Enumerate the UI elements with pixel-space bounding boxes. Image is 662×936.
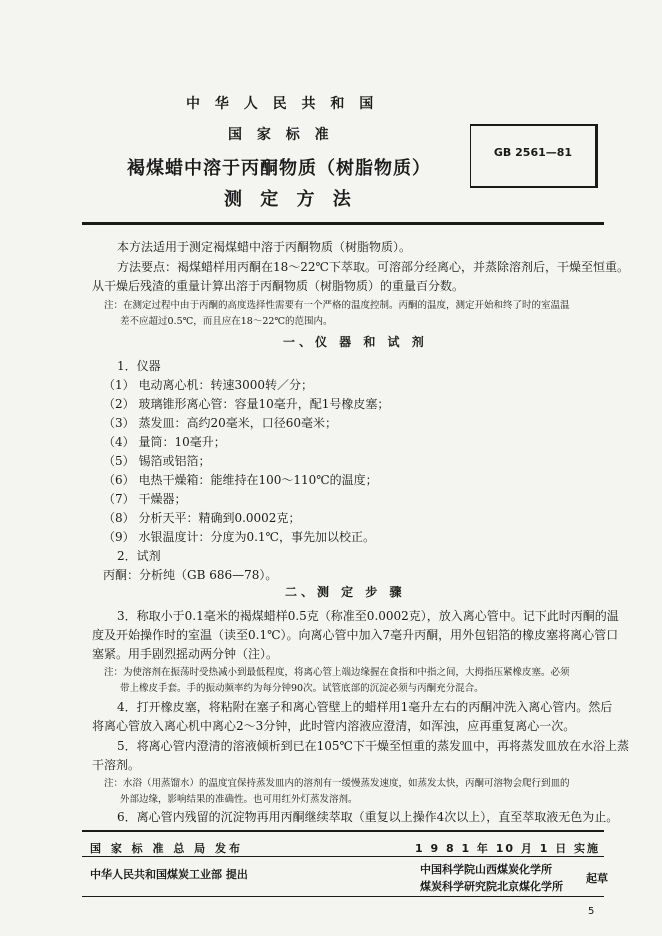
footer-rule-mid <box>82 856 604 857</box>
step3-line3: 塞紧。用手剧烈摇动两分钟（注）。 <box>92 647 279 661</box>
footer-rule-top <box>82 830 604 832</box>
instrument-item: （9） 水银温度计：分度为0.1℃，事先加以校正。 <box>103 530 375 544</box>
reagents-heading: 2．试剂 <box>117 549 161 563</box>
country-name: 中 华 人 民 共 和 国 <box>186 96 379 112</box>
header-rule <box>82 222 604 225</box>
step3-note-line1: 注：为使溶剂在振荡时受热减小到最低程度，将离心管上端边缘握在食指和中指之间，大拇指压紧橡皮塞。必须 <box>104 667 570 678</box>
instrument-item: （6） 电热干燥箱：能维持在100～110℃的温度； <box>103 473 378 487</box>
step5-note-line1: 注：水浴（用蒸馏水）的温度宜保持蒸发皿内的溶剂有一缓慢蒸发速度，如蒸发太快，丙酮可溶物会爬行到皿的 <box>104 778 570 789</box>
footer-rule-bottom <box>82 896 604 897</box>
instrument-item: （7） 干燥器； <box>103 492 187 506</box>
method-text-line1: 方法要点：褐煤蜡样用丙酮在18～22℃下萃取。可溶部分经离心，并蒸除溶剂后，干燥至恒重。 <box>117 260 629 274</box>
step4-line2: 将离心管放入离心机中离心2～3分钟，此时管内溶液应澄清，如浑浊，应再重复离心一次。 <box>92 719 576 733</box>
drafter-1: 中国科学院山西煤炭化学所 <box>420 863 552 876</box>
note-line2: 差不应超过0.5℃，而且应在18～22℃的范围内。 <box>120 316 333 327</box>
method-text-line2: 从干燥后残渣的重量计算出溶于丙酮物质（树脂物质）的重量百分数。 <box>92 279 465 293</box>
reagent-item: 丙酮：分析纯（GB 686—78）。 <box>103 568 278 582</box>
issuer: 国 家 标 准 总 局 发布 <box>90 842 243 855</box>
drafter-2: 煤炭科学研究院北京煤化学所 <box>420 880 563 893</box>
step5-line2: 干溶剂。 <box>92 758 141 772</box>
standard-type: 国 家 标 准 <box>228 127 334 143</box>
instrument-item: （4） 量筒：10毫升； <box>103 435 226 449</box>
scope-text: 本方法适用于测定褐煤蜡中溶于丙酮物质（树脂物质）。 <box>117 240 412 254</box>
standard-code-box <box>470 124 598 188</box>
section1-heading: 一、仪 器 和 试 剂 <box>283 335 428 349</box>
instrument-item: （2） 玻璃锥形离心管：容量10毫升，配1号橡皮塞； <box>103 397 390 411</box>
document-title: 褐煤蜡中溶于丙酮物质（树脂物质） <box>127 158 431 179</box>
section2-heading: 二、测 定 步 骤 <box>285 585 406 599</box>
standard-code: GB 2561—81 <box>493 146 573 159</box>
step4-line1: 4．打开橡皮塞，将粘附在塞子和离心管壁上的蜡样用1毫升左右的丙酮冲洗入离心管内。然后 <box>117 700 613 714</box>
step3-line2: 度及开始操作时的室温（读至0.1℃）。向离心管中加入7毫升丙酮，用外包铝箔的橡皮塞将离心管口 <box>92 628 619 642</box>
page-number: 5 <box>588 906 595 917</box>
proposer: 中华人民共和国煤炭工业部 提出 <box>90 868 248 881</box>
step3-note-line2: 带上橡皮手套。手的振动频率约为每分钟90次。试管底部的沉淀必须与丙酮充分混合。 <box>120 683 484 694</box>
step3-line1: 3．称取小于0.1毫米的褐煤蜡样0.5克（称准至0.0002克），放入离心管中。记下此时丙酮的温 <box>117 609 619 623</box>
step6-text: 6．离心管内残留的沉淀物再用丙酮继续萃取（重复以上操作4次以上），直至萃取液无色为止。 <box>117 810 619 824</box>
instrument-item: （3） 蒸发皿：高约20毫米，口径60毫米； <box>103 416 337 430</box>
instruments-heading: 1．仪器 <box>117 359 161 373</box>
instrument-item: （1） 电动离心机：转速3000转／分； <box>103 378 313 392</box>
draft-label: 起草 <box>586 872 608 885</box>
step5-line1: 5．将离心管内澄清的溶液倾析到已在105℃下干燥至恒重的蒸发皿中，再将蒸发皿放在水浴上蒸 <box>117 739 629 753</box>
document-subtitle: 测 定 方 法 <box>224 189 357 210</box>
implementation-date: 1 9 8 1 年 10 月 1 日 实施 <box>415 842 601 855</box>
step5-note-line2: 外部边缘，影响结果的准确性。也可用红外灯蒸发溶剂。 <box>120 794 358 805</box>
instrument-item: （5） 锡箔或铝箔； <box>103 454 211 468</box>
note-line1: 注：在测定过程中由于丙酮的高度选择性需要有一个严格的温度控制。丙酮的温度，测定开始和终了时的室温温 <box>104 300 570 311</box>
instrument-item: （8） 分析天平：精确到0.0002克； <box>103 511 301 525</box>
